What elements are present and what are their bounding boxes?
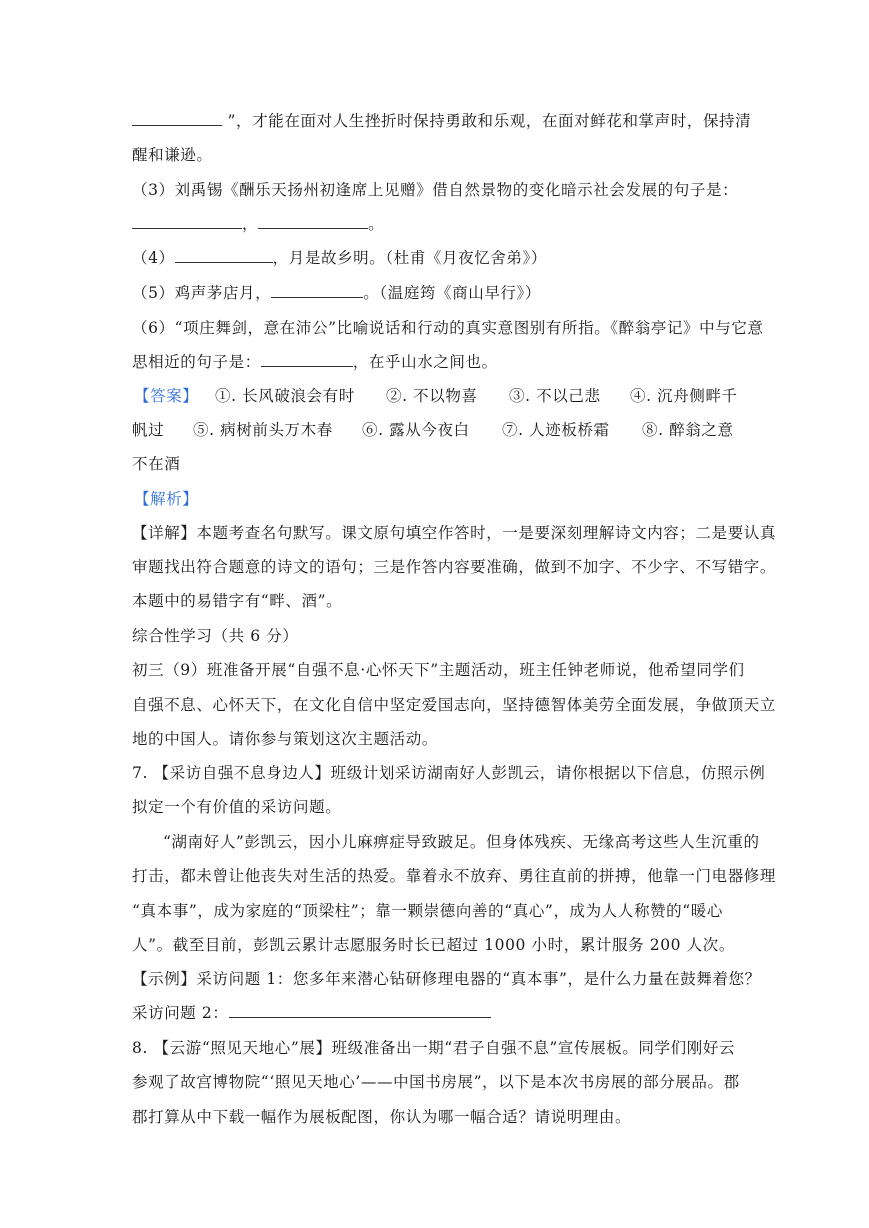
answer-item-2: ②. 不以物喜	[386, 387, 478, 405]
intro-line-3: 地的中国人。请你参与策划这次主题活动。	[132, 730, 438, 748]
question-8-line-3: 郡打算从中下载一幅作为展板配图，你认为哪一幅合适？请说明理由。	[132, 1108, 632, 1126]
question-3: （3）刘禹锡《酬乐天扬州初逢席上见赠》借自然景物的变化暗示社会发展的句子是：	[132, 181, 739, 199]
answer-blank	[229, 1003, 491, 1018]
question-5: （5）鸡声茅店月， 。（温庭筠《商山早行》）	[132, 284, 541, 302]
answer-blank	[261, 352, 353, 367]
q7-example: 【示例】采访问题 1：您多年来潜心钻研修理电器的“真本事”，是什么力量在鼓舞着您？	[132, 970, 761, 988]
q7-passage-line-1: “湖南好人”彭凯云，因小儿麻痹症导致跛足。但身体残疾、无缘高考这些人生沉重的	[163, 833, 760, 851]
answer-item-4: ④. 沉舟侧畔千	[630, 387, 738, 405]
detail-line-3: 本题中的易错字有“畔、酒”。	[132, 592, 343, 610]
answer-item-8: ⑧. 醉翁之意	[642, 421, 734, 439]
q2-tail-line: ”，才能在面对人生挫折时保持勇敢和乐观，在面对鲜花和掌声时，保持清	[132, 111, 751, 131]
answer-blank	[258, 214, 368, 229]
q2-tail-line-2: 醒和谦逊。	[132, 146, 213, 164]
answer-item-4-cont: 帆过	[132, 421, 165, 439]
answer-blank	[132, 111, 222, 126]
answer-blank	[271, 283, 363, 298]
answer-blank	[132, 214, 242, 229]
intro-line-1: 初三（9）班准备开展“自强不息·心怀天下”主题活动，班主任钟老师说，他希望同学们	[132, 661, 745, 679]
intro-line-2: 自强不息、心怀天下，在文化自信中坚定爱国志向，坚持德智体美劳全面发展，争做顶天立	[132, 696, 777, 714]
question-6-line-2: 思相近的句子是： ，在乎山水之间也。	[132, 353, 498, 371]
answer-item-1: ①. 长风破浪会有时	[215, 387, 355, 405]
q7-passage-line-2: 打击，都未曾让他丧失对生活的热爱。靠着永不放弃、勇往直前的拼搏，他靠一门电器修理	[132, 867, 777, 885]
answer-item-3: ③. 不以己悲	[509, 387, 601, 405]
q7-question-2: 采访问题 2：	[132, 1003, 491, 1023]
answer-item-8-cont: 不在酒	[132, 455, 181, 473]
question-7-line-1: 7. 【采访自强不息身边人】班级计划采访湖南好人彭凯云，请你根据以下信息，仿照示例	[132, 764, 766, 782]
question-6-line-1: （6）“项庄舞剑，意在沛公”比喻说话和行动的真实意图别有所指。《醉翁亭记》中与它意	[132, 319, 764, 337]
question-3-blanks: ， 。	[132, 214, 384, 234]
q7-passage-line-3: “真本事”，成为家庭的“顶梁柱”；靠一颗崇德向善的“真心”，成为人人称赞的“暖心	[132, 902, 723, 920]
section-title: 综合性学习（共 6 分）	[132, 627, 299, 645]
analysis-label: 【解析】	[134, 490, 199, 508]
answer-label: 【答案】	[134, 387, 199, 405]
answer-item-6: ⑥. 露从今夜白	[362, 421, 470, 439]
question-4: （4） ，月是故乡明。（杜甫《月夜忆舍弟》）	[132, 249, 547, 267]
answer-item-5: ⑤. 病树前头万木春	[193, 421, 333, 439]
question-8-line-2: 参观了故宫博物院“‘照见天地心’——中国书房展”，以下是本次书房展的部分展品。郡	[132, 1073, 740, 1091]
answer-item-7: ⑦. 人迹板桥霜	[502, 421, 610, 439]
question-8-line-1: 8. 【云游“照见天地心”展】班级准备出一期“君子自强不息”宣传展板。同学们刚好云	[132, 1039, 736, 1057]
detail-line-1: 【详解】本题考查名句默写。课文原句填空作答时，一是要深刻理解诗文内容；二是要认真	[132, 524, 777, 542]
detail-line-2: 审题找出符合题意的诗文的语句；三是作答内容要准确，做到不加字、不少字、不写错字。	[132, 558, 777, 576]
answer-blank	[175, 248, 273, 263]
question-7-line-2: 拟定一个有价值的采访问题。	[132, 798, 342, 816]
q7-passage-line-4: 人”。截至目前，彭凯云累计志愿服务时长已超过 1000 小时，累计服务 200 人次。	[132, 936, 735, 954]
